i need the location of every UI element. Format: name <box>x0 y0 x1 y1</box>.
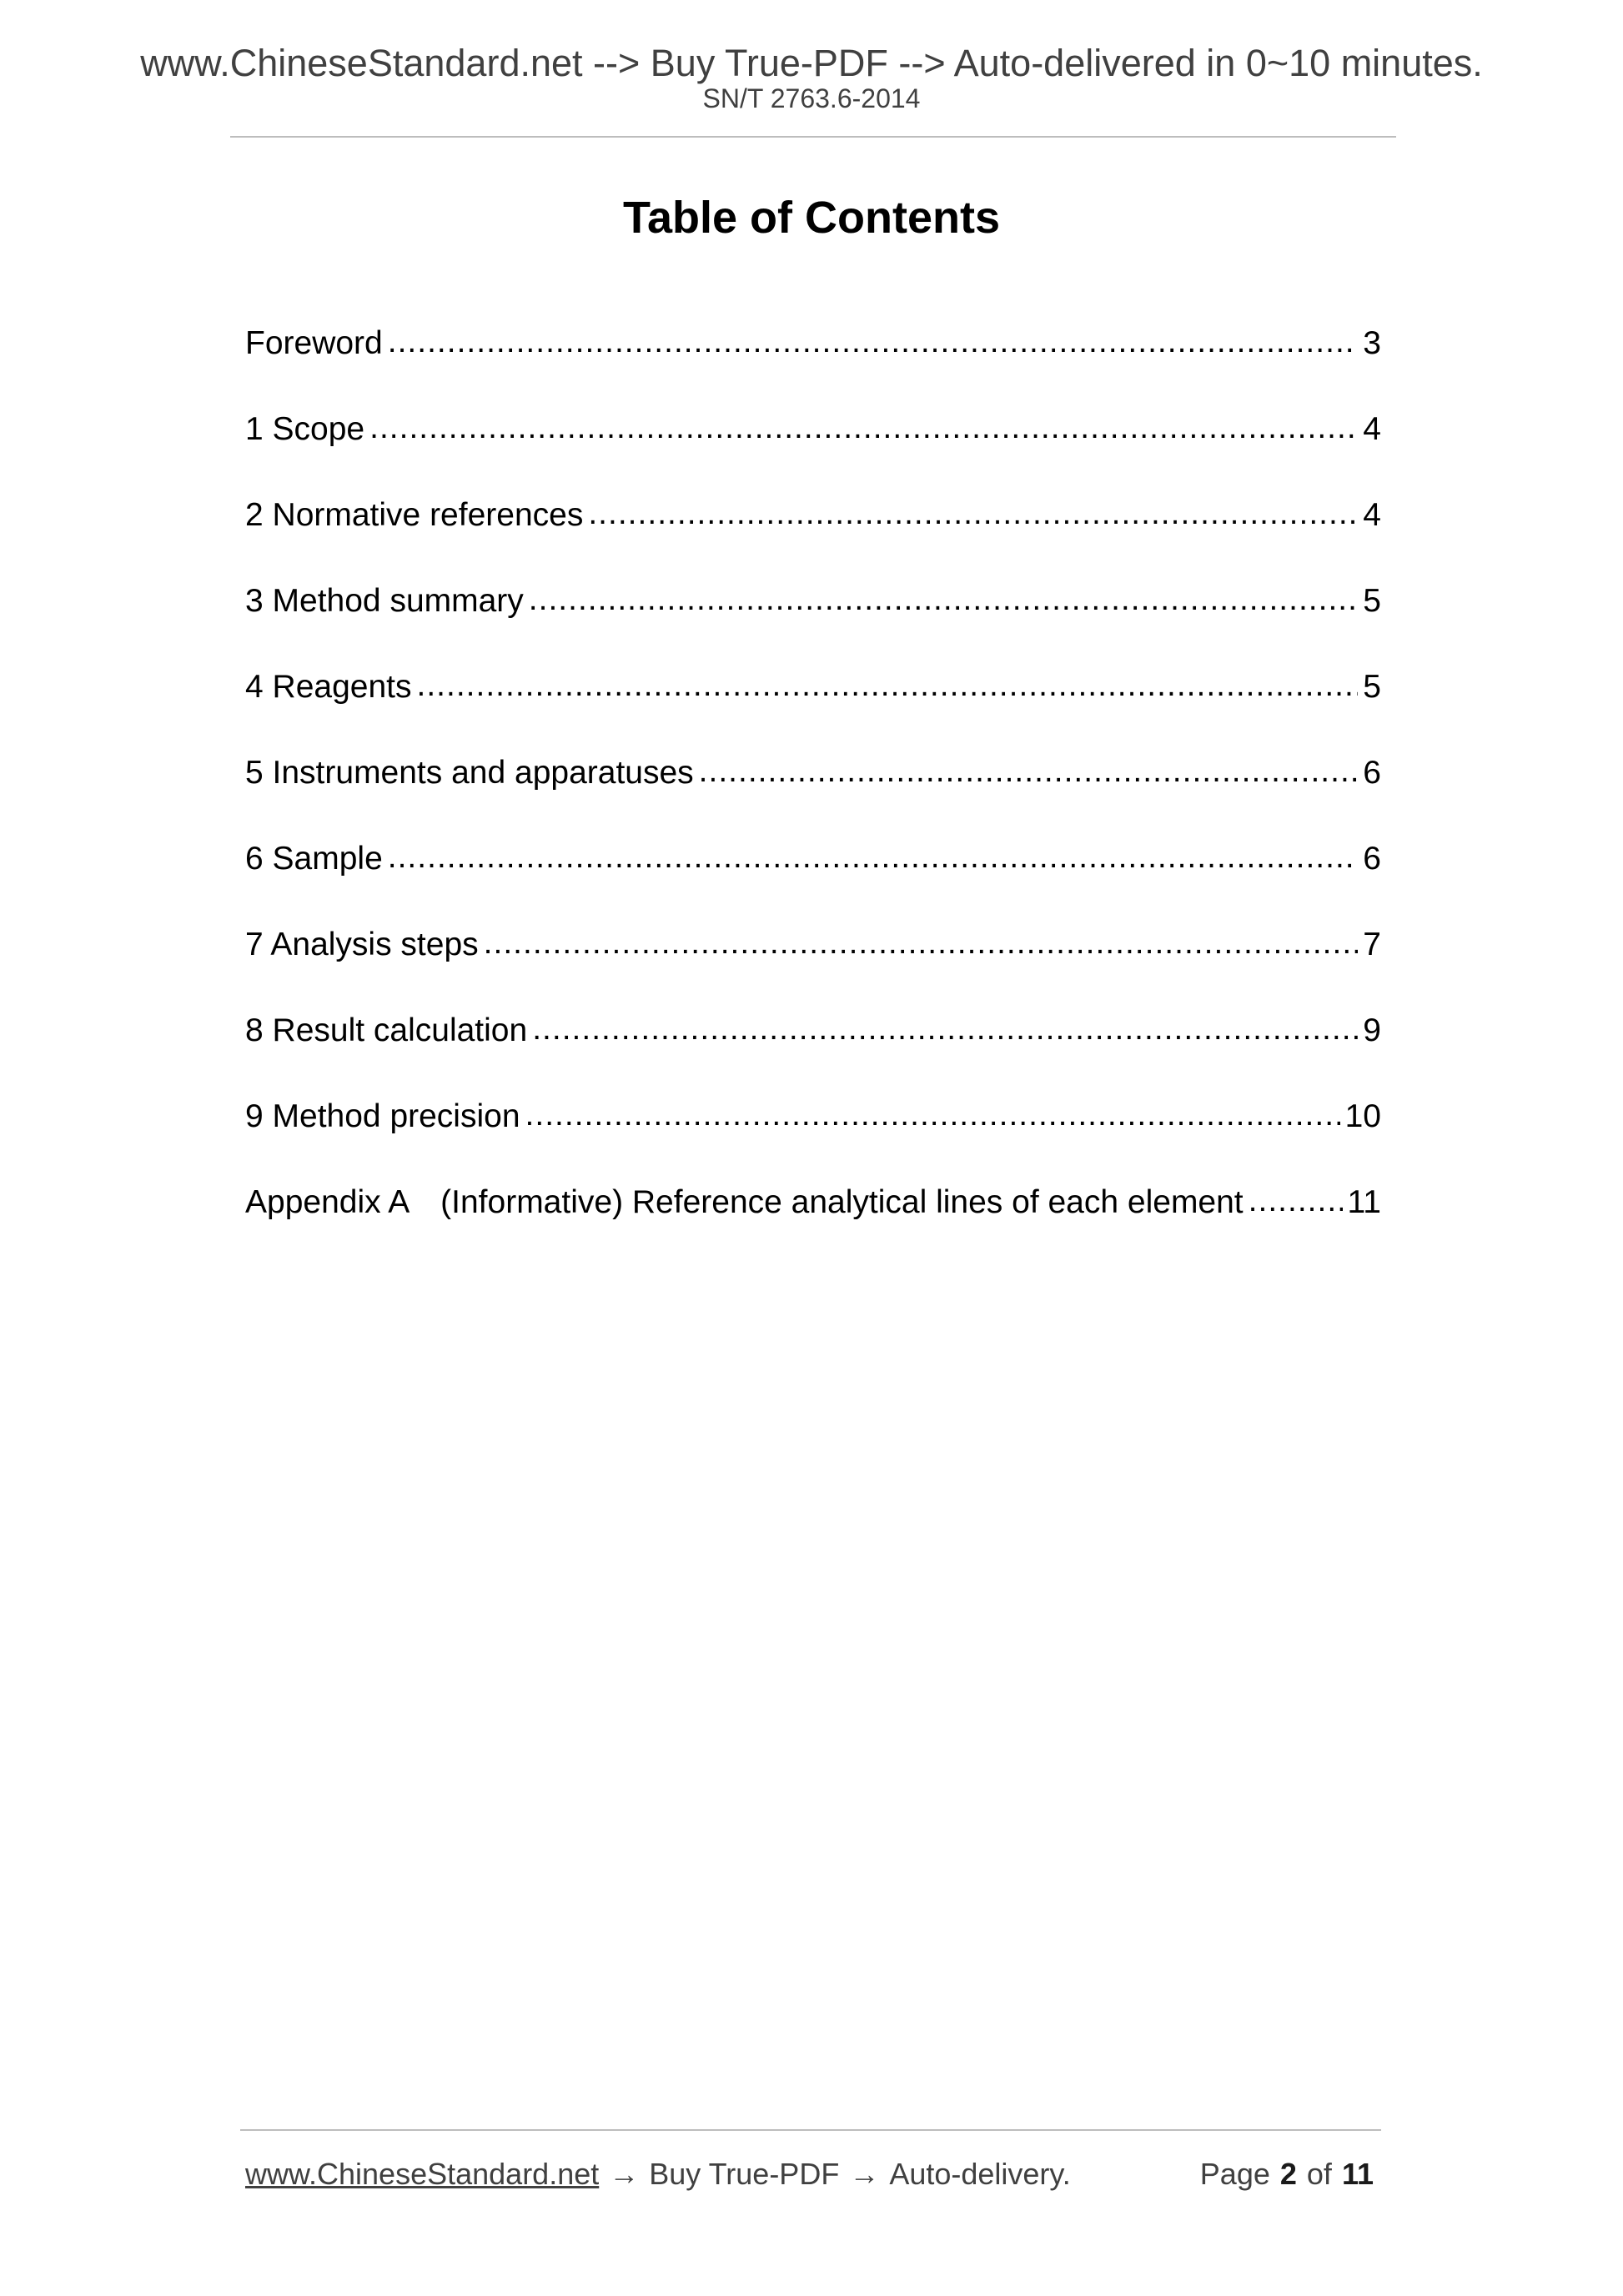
page-current: 2 <box>1279 2157 1297 2191</box>
footer-divider <box>240 2129 1381 2131</box>
toc-entry-label: 4 Reagents <box>245 669 412 705</box>
toc-entry-page: 7 <box>1363 927 1381 962</box>
toc-entry-label: 8 Result calculation <box>245 1012 528 1048</box>
page-word: Page <box>1199 2157 1270 2191</box>
toc-entry-method-summary[interactable] <box>245 581 1381 667</box>
toc-dot-leader <box>1249 1181 1343 1221</box>
toc-dot-leader <box>529 580 1359 620</box>
toc-entry-label: 1 Scope <box>245 411 365 447</box>
toc-entry-label: 2 Normative references <box>245 497 584 533</box>
toc-entry-foreword[interactable] <box>245 324 1381 409</box>
toc-entry-appendix-a[interactable] <box>245 1183 1381 1269</box>
toc-entry-page: 11 <box>1347 1184 1381 1220</box>
toc-entry-page: 3 <box>1363 325 1381 361</box>
toc-entry-scope[interactable] <box>245 409 1381 495</box>
toc-entry-sample[interactable] <box>245 839 1381 925</box>
page-number <box>1200 2151 1374 2198</box>
toc-entry-label: Foreword <box>245 325 383 361</box>
toc-dot-leader <box>532 1009 1358 1049</box>
toc-entry-label: 9 Method precision <box>245 1098 520 1134</box>
toc-entry-page: 5 <box>1363 669 1381 705</box>
toc-dot-leader <box>699 751 1359 791</box>
toc-dot-leader <box>369 408 1358 448</box>
footer-buy-text: Buy True-PDF <box>649 2157 840 2191</box>
standard-number: SN/T 2763.6-2014 <box>702 83 921 113</box>
header-banner: www.ChineseStandard.net --> Buy True-PDF --> Auto-delivered in 0~10 minutes. <box>140 42 1483 84</box>
arrow-right-icon: → <box>609 2157 640 2191</box>
toc-entry-page: 10 <box>1344 1098 1381 1134</box>
toc-dot-leader <box>388 837 1359 877</box>
toc-entry-label: Appendix A (Informative) Reference analytical lines of each element <box>245 1184 1244 1220</box>
header-divider <box>230 136 1396 138</box>
toc-dot-leader <box>525 1095 1340 1135</box>
toc-entry-label: 5 Instruments and apparatuses <box>245 755 694 791</box>
toc-entry-analysis-steps[interactable] <box>245 925 1381 1011</box>
toc-entry-page: 4 <box>1363 497 1381 533</box>
arrow-right-icon: → <box>849 2157 880 2191</box>
toc-entry-label: 7 Analysis steps <box>245 927 479 962</box>
toc-entry-result-calculation[interactable] <box>245 1011 1381 1097</box>
toc-entry-page: 6 <box>1363 755 1381 791</box>
toc-entry-page: 4 <box>1363 411 1381 447</box>
toc-dot-leader <box>484 923 1359 963</box>
toc-entry-page: 9 <box>1363 1012 1381 1048</box>
page-footer <box>245 2151 1381 2198</box>
toc-dot-leader <box>416 666 1358 706</box>
toc-entry-page: 6 <box>1363 841 1381 877</box>
of-word: of <box>1306 2157 1332 2191</box>
toc-dot-leader <box>588 494 1358 534</box>
toc-entry-method-precision[interactable] <box>245 1097 1381 1183</box>
toc-entry-normative-references[interactable] <box>245 495 1381 581</box>
toc-entry-reagents[interactable] <box>245 667 1381 753</box>
footer-delivery-text: Auto-delivery. <box>889 2157 1071 2191</box>
toc-entry-label: 6 Sample <box>245 841 383 877</box>
toc-title: Table of Contents <box>623 193 1000 243</box>
toc-list <box>245 324 1381 1269</box>
page-total: 11 <box>1341 2157 1374 2191</box>
footer-promo <box>245 2151 1071 2198</box>
footer-site-link[interactable]: www.ChineseStandard.net <box>245 2157 600 2191</box>
toc-entry-page: 5 <box>1363 583 1381 619</box>
toc-entry-instruments[interactable] <box>245 753 1381 839</box>
toc-entry-label: 3 Method summary <box>245 583 524 619</box>
toc-dot-leader <box>388 322 1359 362</box>
